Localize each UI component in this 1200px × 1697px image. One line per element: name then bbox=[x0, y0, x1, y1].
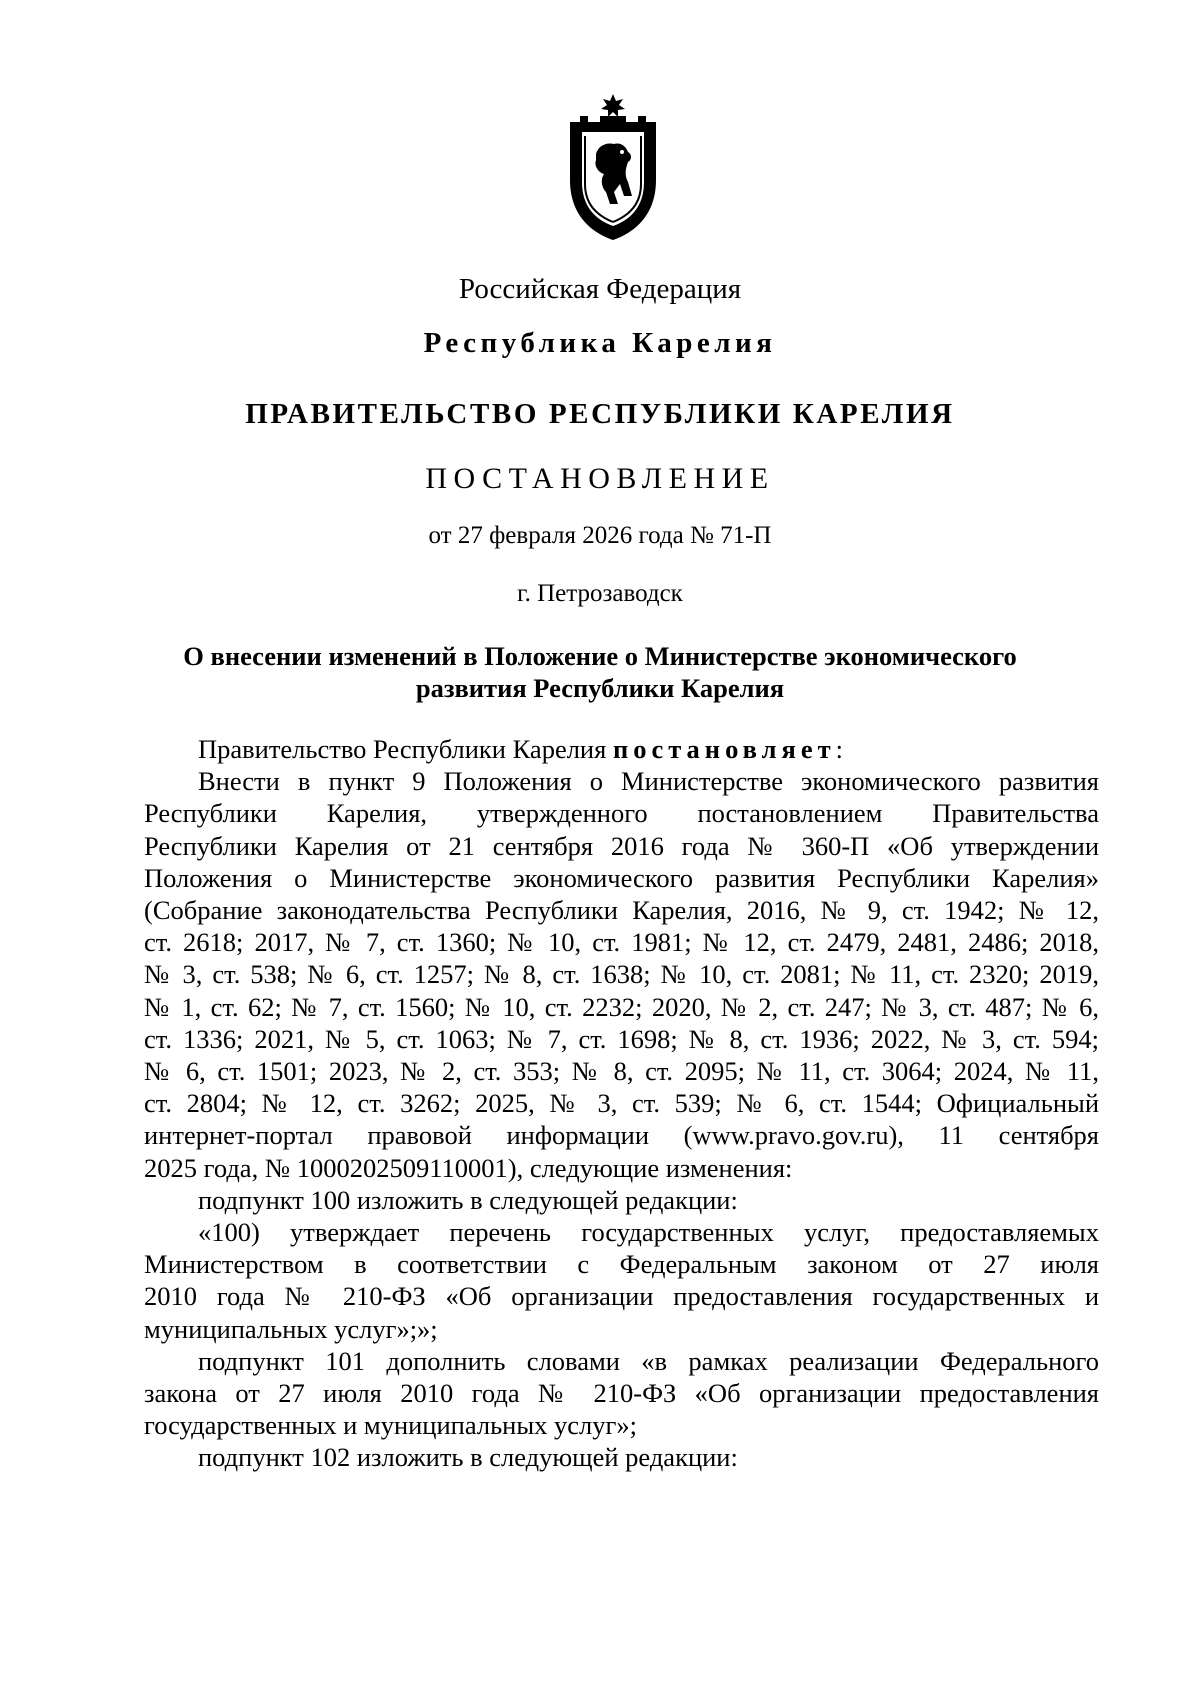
intro-text: Правительство Республики Карелия bbox=[198, 734, 613, 764]
body-line: муниципальных услуг»;»; bbox=[144, 1313, 438, 1344]
government-name: ПРАВИТЕЛЬСТВО РЕСПУБЛИКИ КАРЕЛИЯ bbox=[245, 398, 955, 430]
body-line: Республики Карелия, утвержденного постановлением Правительства bbox=[144, 798, 1099, 829]
paragraph-5 bbox=[144, 1441, 1099, 1473]
body-line: 2010 года № 210-ФЗ «Об организации предоставления государственных и bbox=[144, 1281, 1099, 1312]
body-line: интернет-портал правовой информации (www.pravo.gov.ru), 11 сентября bbox=[144, 1120, 1099, 1151]
intro-emphasis: постановляет bbox=[612, 734, 836, 764]
intro-paragraph bbox=[144, 733, 1099, 765]
body-line: (Собрание законодательства Республики Карелия, 2016, № 9, ст. 1942; № 12, bbox=[144, 895, 1099, 926]
paragraph-2 bbox=[144, 1184, 1099, 1216]
federation-name: Российская Федерация bbox=[458, 273, 742, 305]
republic-name: Республика Карелия bbox=[423, 327, 777, 359]
decree-body bbox=[144, 733, 1099, 1474]
body-line: ст. 2804; № 12, ст. 3262; 2025, № 3, ст. 539; № 6, ст. 1544; Официальный bbox=[144, 1088, 1099, 1119]
decree-title-line: развития Республики Карелия bbox=[415, 673, 785, 703]
paragraph-3 bbox=[144, 1216, 1099, 1345]
body-line: Положения о Министерстве экономического развития Республики Карелия» bbox=[144, 862, 1099, 893]
body-line: подпункт 102 изложить в следующей редакции: bbox=[198, 1442, 738, 1473]
paragraph-1 bbox=[144, 765, 1099, 1184]
body-line: Министерством в соответствии с Федеральным законом от 27 июля bbox=[144, 1249, 1099, 1280]
decree-city: г. Петрозаводск bbox=[517, 580, 683, 607]
body-line: «100) утверждает перечень государственных услуг, предоставляемых bbox=[198, 1217, 1099, 1248]
paragraph-4 bbox=[144, 1345, 1099, 1442]
decree-title-line: О внесении изменений в Положение о Министерстве экономического bbox=[183, 641, 1017, 671]
body-line: ст. 1336; 2021, № 5, ст. 1063; № 7, ст. 1698; № 8, ст. 1936; 2022, № 3, ст. 594; bbox=[144, 1023, 1099, 1054]
body-line: Внести в пункт 9 Положения о Министерстве экономического развития bbox=[198, 766, 1099, 797]
body-line: Республики Карелия от 21 сентября 2016 года № 360-П «Об утверждении bbox=[144, 830, 1099, 861]
decree-type: ПОСТАНОВЛЕНИЕ bbox=[425, 462, 775, 495]
body-line: № 6, ст. 1501; 2023, № 2, ст. 353; № 8, ст. 2095; № 11, ст. 3064; 2024, № 11, bbox=[144, 1056, 1099, 1087]
body-line: № 1, ст. 62; № 7, ст. 1560; № 10, ст. 2232; 2020, № 2, ст. 247; № 3, ст. 487; № 6, bbox=[144, 991, 1099, 1022]
body-line: подпункт 100 изложить в следующей редакции: bbox=[198, 1184, 738, 1215]
intro-colon: : bbox=[835, 734, 843, 764]
body-line: подпункт 101 дополнить словами «в рамках реализации Федерального bbox=[198, 1345, 1099, 1376]
body-line: закона от 27 июля 2010 года № 210-ФЗ «Об организации предоставления bbox=[144, 1378, 1099, 1409]
decree-date-number: от 27 февраля 2026 года № 71-П bbox=[428, 522, 772, 549]
body-line: 2025 года, № 1000202509110001), следующие изменения: bbox=[144, 1152, 793, 1183]
body-line: № 3, ст. 538; № 6, ст. 1257; № 8, ст. 1638; № 10, ст. 2081; № 11, ст. 2320; 2019, bbox=[144, 959, 1099, 990]
body-line: государственных и муниципальных услуг»; bbox=[144, 1410, 637, 1441]
decree-title bbox=[120, 640, 1080, 704]
body-line: ст. 2618; 2017, № 7, ст. 1360; № 10, ст. 1981; № 12, ст. 2479, 2481, 2486; 2018, bbox=[144, 927, 1099, 958]
karelia-coat-of-arms-icon bbox=[566, 92, 660, 242]
